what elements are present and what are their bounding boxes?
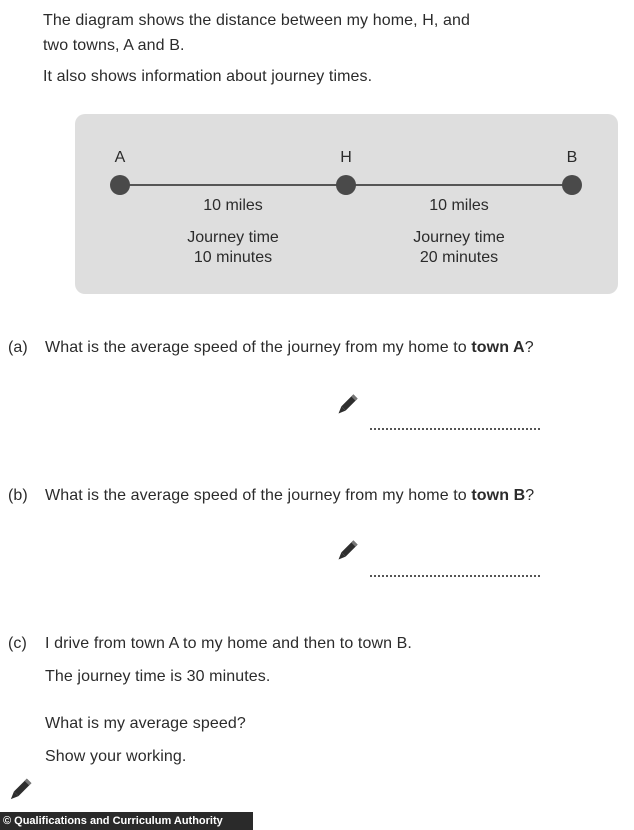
answer-line-a[interactable] [370, 428, 540, 430]
question-c-line-4: Show your working. [45, 748, 187, 765]
question-c-line-1: I drive from town A to my home and then to town B. [45, 635, 412, 652]
node-dot-a [110, 175, 130, 195]
question-c-marker: (c) [8, 635, 27, 652]
question-c-line-2: The journey time is 30 minutes. [45, 668, 271, 685]
intro-line-3: It also shows information about journey times. [43, 68, 373, 85]
pencil-icon [334, 538, 360, 564]
segment-1-time-label: Journey time [187, 229, 279, 246]
node-label-a: A [114, 149, 126, 166]
segment-2-time-label: Journey time [413, 229, 505, 246]
segment-1-distance: 10 miles [203, 197, 263, 214]
question-b-marker: (b) [8, 487, 28, 504]
segment-1-time-value: 10 minutes [193, 249, 273, 266]
question-c-line-3: What is my average speed? [45, 715, 246, 732]
node-dot-h [336, 175, 356, 195]
intro-line-1: The diagram shows the distance between my home, H, and [43, 12, 470, 29]
segment-2-time-value: 20 minutes [419, 249, 499, 266]
pencil-icon [334, 392, 360, 418]
question-b-text: What is the average speed of the journey from my home to town B? [45, 487, 535, 504]
intro-line-2: two towns, A and B. [43, 37, 185, 54]
node-label-b: B [566, 149, 578, 166]
distance-diagram [75, 114, 618, 294]
node-label-h: H [340, 149, 352, 166]
question-a-text: What is the average speed of the journey from my home to town A? [45, 339, 534, 356]
node-dot-b [562, 175, 582, 195]
copyright-footer: © Qualifications and Curriculum Authority [0, 812, 253, 830]
question-a-marker: (a) [8, 339, 28, 356]
pencil-icon [6, 776, 34, 804]
answer-line-b[interactable] [370, 575, 540, 577]
segment-2-distance: 10 miles [429, 197, 489, 214]
